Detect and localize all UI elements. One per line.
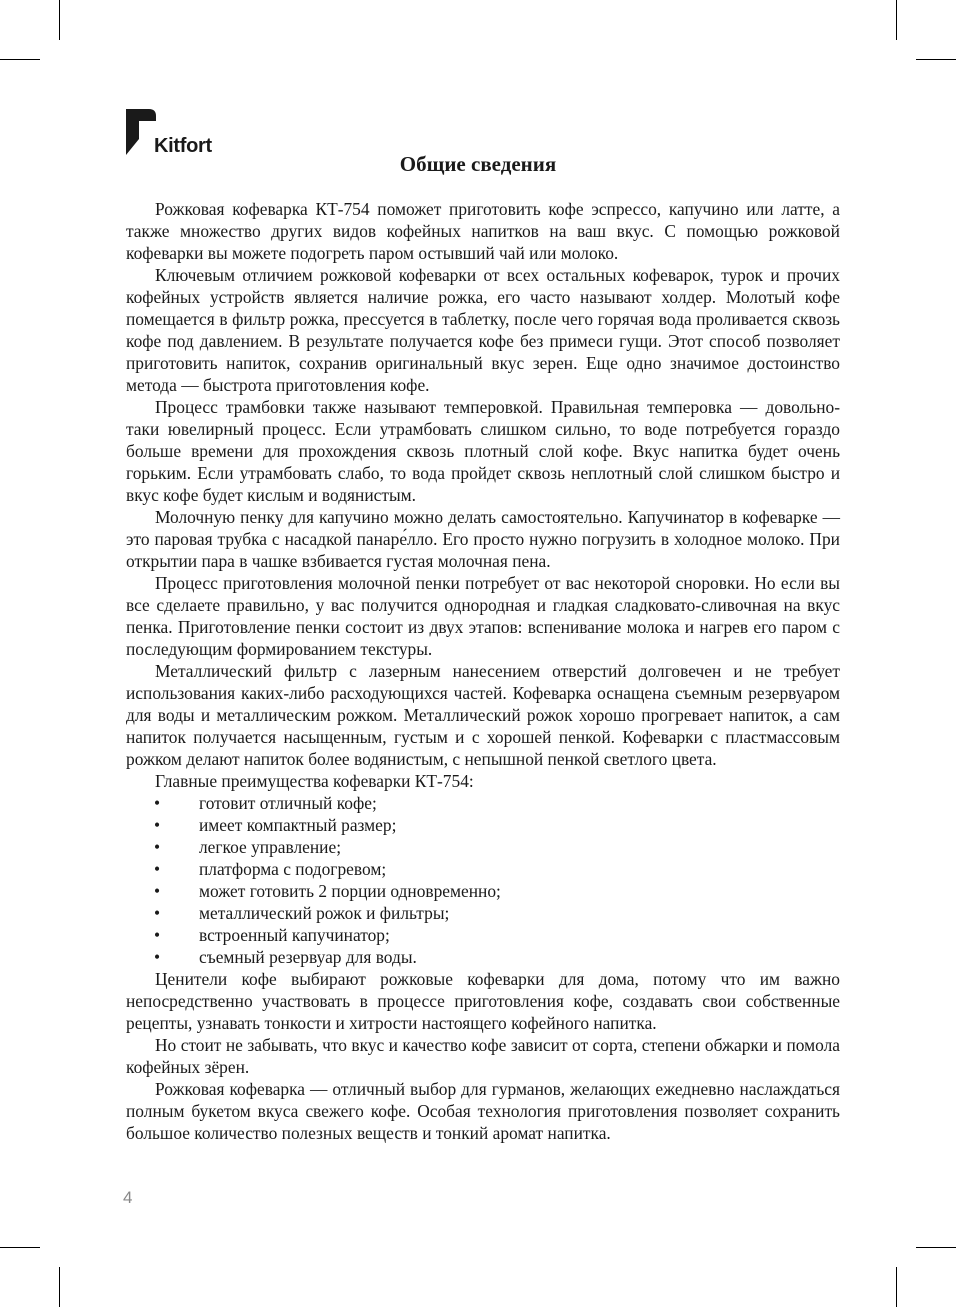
paragraph-foam-process: Процесс приготовления молочной пенки потребует от вас некоторой сноровки. Но если вы все сделаете правильно, у вас получится однородная и гладкая сладковато-сливочная на вкус пенка. Приготовление пенки состоит из двух этапов: вспенивание молока и нагрев его паром с последующим формированием текстуры. — [126, 573, 840, 659]
crop-mark-bottom-right-vertical — [896, 1267, 897, 1307]
crop-mark-top-left-vertical — [59, 0, 60, 40]
list-item-text: встроенный капучинатор; — [199, 925, 390, 945]
bullet: • — [154, 925, 161, 945]
crop-mark-bottom-left-horizontal — [0, 1247, 40, 1248]
crop-mark-bottom-right-horizontal — [916, 1247, 956, 1248]
list-item-text: может готовить 2 порции одновременно; — [199, 881, 501, 901]
paragraph-intro: Рожковая кофеварка КТ-754 поможет приготовить кофе эспрессо, капучино или латте, а также множество других видов кофейных напитков на ваш вкус. С помощью рожковой кофеварки вы можете подогреть паром остывший чай или молоко. — [126, 199, 840, 263]
list-item — [126, 858, 840, 880]
paragraph-milk-foam: Молочную пенку для капучино можно делать самостоятельно. Капучинатор в кофеварке — это паровая трубка с насадкой панаре́лло. Его просто нужно погрузить в холодное молоко. При открытии пара в чашке взбивается густая молочная пена. — [126, 507, 840, 571]
bullet: • — [154, 815, 161, 835]
paragraph-connoisseurs: Ценители кофе выбирают рожковые кофеварки для дома, потому что им важно непосредственно участвовать в процессе приготовления кофе, создавать свои собственные рецепты, узнавать тонкости и хитрости настоящего кофейного напитка. — [126, 969, 840, 1033]
list-item-text: платформа с подогревом; — [199, 859, 387, 879]
paragraph-advantages-heading: Главные преимущества кофеварки КТ-754: — [155, 771, 474, 791]
brand-name: Kitfort — [154, 135, 212, 157]
bullet: • — [154, 881, 161, 901]
advantages-list — [126, 792, 840, 968]
list-item — [126, 946, 840, 968]
bullet: • — [154, 947, 161, 967]
list-item — [126, 924, 840, 946]
list-item — [126, 814, 840, 836]
page-title: Общие сведения — [399, 152, 557, 176]
list-item-text: готовит отличный кофе; — [199, 793, 377, 813]
list-item — [126, 792, 840, 814]
crop-mark-top-right-vertical — [896, 0, 897, 40]
bullet: • — [154, 859, 161, 879]
crop-mark-top-right-horizontal — [916, 59, 956, 60]
kitfort-logo-mark-icon — [126, 109, 156, 155]
list-item-text: имеет компактный размер; — [199, 815, 397, 835]
paragraph-metal-filter: Металлический фильтр с лазерным нанесением отверстий долговечен и не требует использования каких-либо расходующихся частей. Кофеварка оснащена съемным резервуаром для воды и металлическим рожком. Металлический рожок хорошо прогревает напиток, а сам напиток получается насыщенным, густым и с хорошей пенкой. Кофеварки с пластмассовым рожком делают напиток более водянистым, с непышной пенкой светлого цвета. — [126, 661, 840, 769]
paragraph-conclusion: Рожковая кофеварка — отличный выбор для гурманов, желающих ежедневно наслаждаться полным букетом вкуса свежего кофе. Особая технология приготовления позволяет сохранить большое количество полезных веществ и тонкий аромат напитка. — [126, 1079, 840, 1143]
list-item-text: съемный резервуар для воды. — [199, 947, 417, 967]
bullet: • — [154, 793, 161, 813]
page-number: 4 — [123, 1188, 133, 1207]
list-item — [126, 880, 840, 902]
paragraph-taste-quality: Но стоит не забывать, что вкус и качество кофе зависит от сорта, степени обжарки и помола кофейных зёрен. — [126, 1035, 840, 1077]
paragraph-holder: Ключевым отличием рожковой кофеварки от всех остальных кофеварок, турок и прочих кофейных устройств является наличие рожка, его часто называют холдер. Молотый кофе помещается в фильтр рожка, прессуется в таблетку, после чего горячая вода проливается сквозь кофе под давлением. В результате получается кофе без примеси гущи. Этот способ позволяет приготовить напиток, сохранив оригинальный вкус зерен. Еще одно значимое достоинство метода — быстрота приготовления кофе. — [126, 265, 840, 395]
document-body — [126, 198, 840, 1144]
bullet: • — [154, 903, 161, 923]
crop-mark-top-left-horizontal — [0, 59, 40, 60]
paragraph-tamping: Процесс трамбовки также называют темперовкой. Правильная темперовка — довольно-таки ювелирный процесс. Если утрамбовать слишком сильно, то воде потребуется гораздо больше времени для прохождения сквозь плотный слой кофе. Вкус напитка будет очень горьким. Если утрамбовать слабо, то вода пройдет сквозь неплотный слой слишком быстро и вкус кофе будет кислым и водянистым. — [126, 397, 840, 505]
list-item-text: легкое управление; — [199, 837, 342, 857]
list-item-text: металлический рожок и фильтры; — [199, 903, 450, 923]
crop-mark-bottom-left-vertical — [59, 1267, 60, 1307]
bullet: • — [154, 837, 161, 857]
list-item — [126, 836, 840, 858]
list-item — [126, 902, 840, 924]
